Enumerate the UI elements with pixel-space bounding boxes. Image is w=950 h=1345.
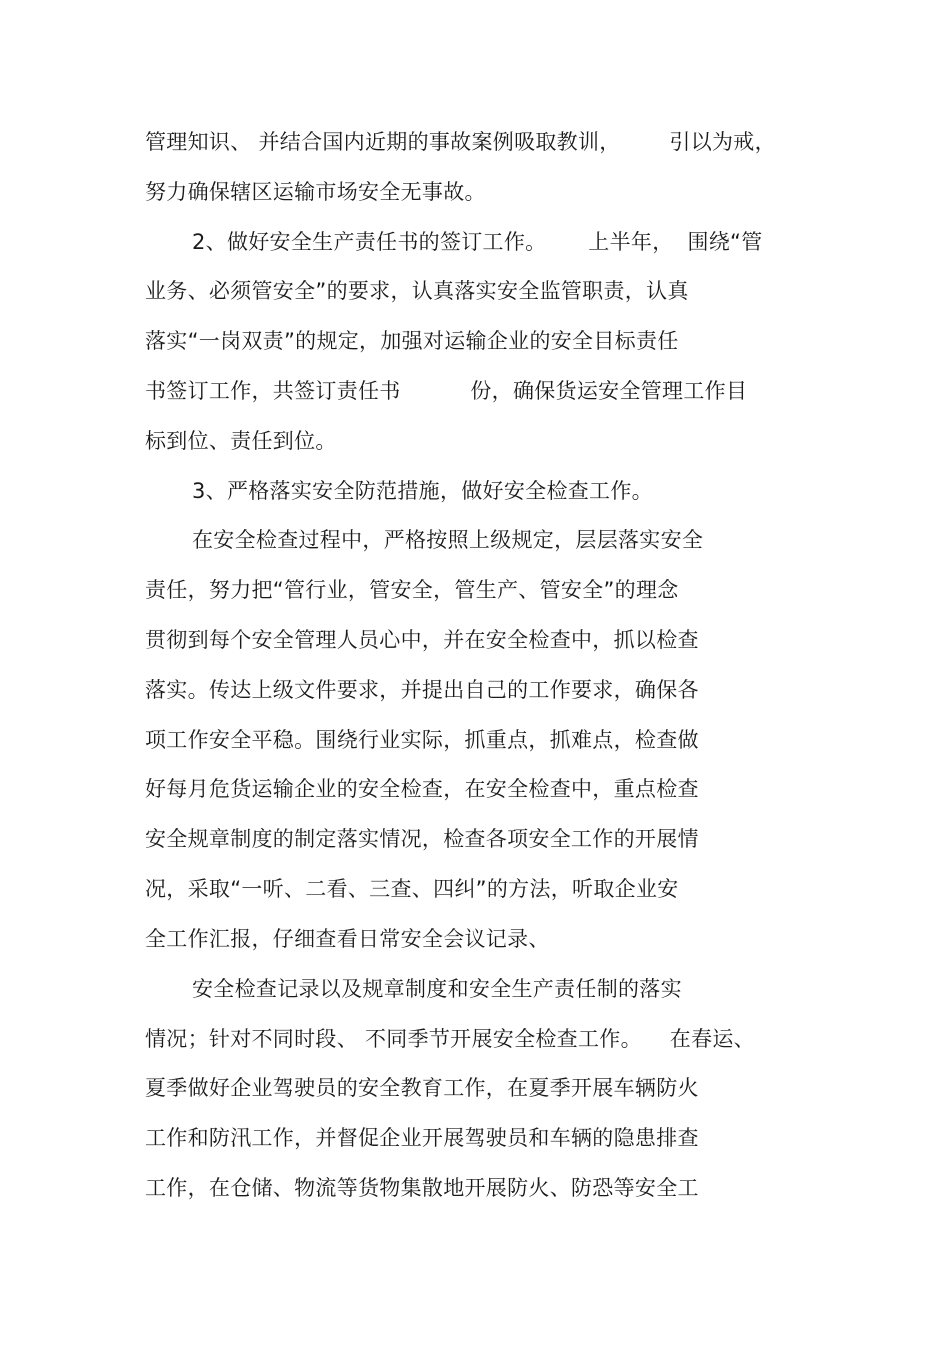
text-line: 项工作安全平稳。围绕行业实际，抓重点，抓难点，检查做	[145, 728, 699, 752]
text-line: 落实“一岗双责”的规定，加强对运输企业的安全目标责任	[145, 329, 679, 353]
text-line: 安全规章制度的制定落实情况，检查各项安全工作的开展情	[145, 827, 699, 851]
text-line: 3、严格落实安全防范措施，做好安全检查工作。	[192, 479, 653, 503]
text-line: 业务、必须管安全”的要求，认真落实安全监管职责，认真	[145, 279, 689, 303]
text-line: 夏季做好企业驾驶员的安全教育工作，在夏季开展车辆防火	[145, 1076, 699, 1100]
text-line: 标到位、责任到位。	[145, 429, 337, 453]
text-line: 努力确保辖区运输市场安全无事故。	[145, 180, 486, 204]
text-line: 工作，在仓储、物流等货物集散地开展防火、防恐等安全工	[145, 1176, 699, 1200]
text-line: 管理知识、 并结合国内近期的事故案例吸取教训， 引以为戒，	[145, 130, 776, 154]
text-line: 贯彻到每个安全管理人员心中，并在安全检查中，抓以检查	[145, 628, 699, 652]
text-line: 落实。传达上级文件要求，并提出自己的工作要求，确保各	[145, 678, 699, 702]
text-line: 安全检查记录以及规章制度和安全生产责任制的落实	[192, 977, 682, 1001]
text-line: 工作和防汛工作，并督促企业开展驾驶员和车辆的隐患排查	[145, 1126, 699, 1150]
text-line: 况，采取“一听、二看、三查、四纠”的方法，听取企业安	[145, 877, 679, 901]
text-line: 好每月危货运输企业的安全检查，在安全检查中，重点检查	[145, 777, 699, 801]
text-line: 在安全检查过程中，严格按照上级规定，层层落实安全	[192, 528, 704, 552]
text-line: 责任，努力把“管行业，管安全，管生产、管安全”的理念	[145, 578, 679, 602]
text-line: 情况；针对不同时段、 不同季节开展安全检查工作。 在春运、	[145, 1027, 755, 1051]
text-line: 书签订工作，共签订责任书 份，确保货运安全管理工作目	[145, 379, 748, 403]
text-line: 全工作汇报，仔细查看日常安全会议记录、	[145, 927, 550, 951]
text-line: 2、做好安全生产责任书的签订工作。 上半年， 围绕“管	[192, 230, 763, 254]
